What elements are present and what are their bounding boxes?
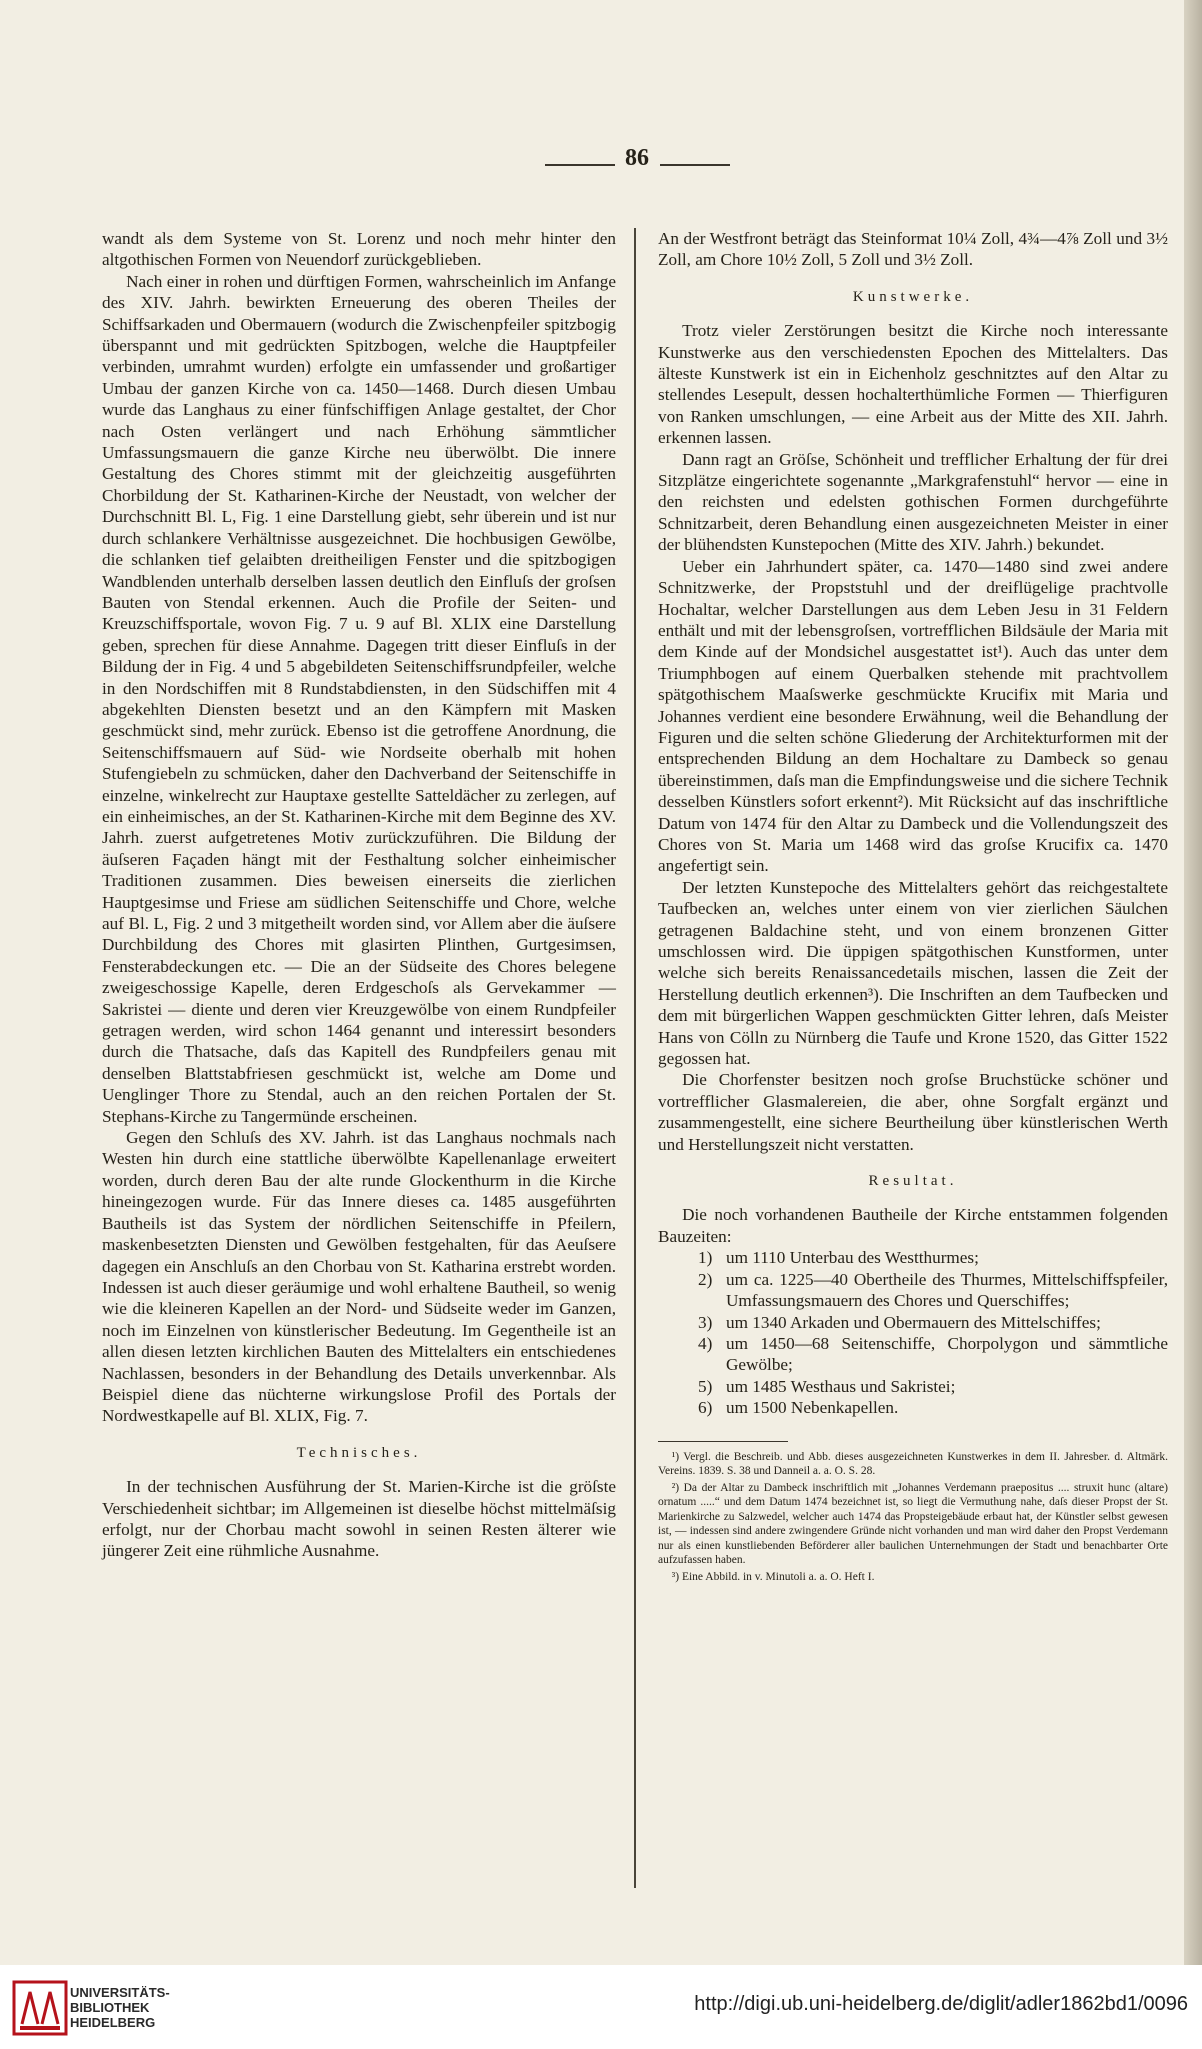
kunstwerke-heading: Kunstwerke. (852, 288, 974, 305)
header-rule-right (660, 164, 730, 166)
page-number: 86 (625, 145, 649, 171)
kunstwerke-paragraph-4: Der letzten Kunstepoche des Mittelalters gehört das reichgestaltete Taufbecken an, welches unter einem von vier zierlichen Säulchen getragenen Baldachine steht, und von einem bronzenen Gitter umschlossen wird. Die üppigen spätgothischen Kunstformen, unter welche sich bereits Renaissancedetails mischen, lassen die Zeit der Herstellung deutlich erkennen³). Die Inschriften an dem Taufbecken und dem mit bürgerlichen Wappen geschmückten Gitter lehren, daſs Meister Hans von Cölln zu Nürnberg die Taufe und Krone 1520, das Gitter 1522 gegossen hat. (658, 877, 1168, 1069)
right-column (658, 228, 1168, 1586)
list-item-number: 4) (698, 1333, 713, 1353)
list-item-text: um 1485 Westhaus und Sakristei; (726, 1376, 956, 1396)
technisches-heading: Technisches. (296, 1444, 422, 1461)
footnotes (658, 1450, 1168, 1585)
technisches-paragraph: In der technischen Ausführung der St. Marien-Kirche ist die gröſste Verschiedenheit sichtbar; im Allgemeinen ist dieselbe höchst mittelmäſsig erfolgt, nur der Chorbau macht sowohl in seinen Resten älterer wie jüngerer Zeit eine rühmliche Ausnahme. (102, 1477, 616, 1561)
right-intro-paragraph: An der Westfront beträgt das Steinformat 10¼ Zoll, 4¾—4⅞ Zoll und 3½ Zoll, am Chore 10½ Zoll, 5 Zoll und 3½ Zoll. (658, 229, 1168, 270)
left-paragraph-1: wandt als dem Systeme von St. Lorenz und noch mehr hinter den altgothischen Formen von Neuendorf zurückgeblieben. (102, 229, 616, 270)
university-seal-icon (12, 1980, 68, 2036)
column-divider (634, 228, 636, 1888)
library-name-line-2: BIBLIOTHEK (70, 2000, 150, 2015)
list-item-text: um 1500 Nebenkapellen. (726, 1398, 899, 1418)
list-item-number: 6) (698, 1398, 713, 1418)
list-item (698, 1376, 1168, 1397)
permalink-url[interactable]: http://digi.ub.uni-heidelberg.de/diglit/adler1862bd1/0096 (694, 1993, 1188, 2015)
footnote-3: ³) Eine Abbild. in v. Minutoli a. a. O. Heft I. (671, 1570, 875, 1583)
library-footer (0, 1965, 1202, 2049)
kunstwerke-paragraph-2: Dann ragt an Gröſse, Schönheit und trefflicher Erhaltung der für drei Sitzplätze eingerichtete sogenannte „Markgrafenstuhl“ hervor — eine in den reichsten und edelsten gothischen Formen durchgeführte Schnitzarbeit, deren Behandlung einen ausgezeichneten Meister in einer der blühendsten Kunstepochen (Mitte des XIV. Jahrh.) bekundet. (658, 449, 1168, 555)
library-name-line-1: UNIVERSITÄTS- (70, 1985, 170, 2000)
page-header (0, 145, 1202, 185)
list-item-number: 3) (698, 1312, 713, 1332)
resultat-heading: Resultat. (868, 1173, 958, 1190)
header-rule-left (545, 164, 615, 166)
footnote-rule (658, 1441, 788, 1442)
list-item-text: um ca. 1225—40 Obertheile des Thurmes, Mittelschiffspfeiler, Umfassungsmauern des Chores und Querschiffes; (726, 1269, 1168, 1311)
list-item (698, 1333, 1168, 1376)
resultat-list (658, 1247, 1168, 1418)
list-item (698, 1312, 1168, 1333)
list-item (698, 1397, 1168, 1418)
resultat-intro: Die noch vorhandenen Bautheile der Kirche entstammen folgenden Bauzeiten: (658, 1205, 1168, 1246)
list-item-number: 1) (698, 1248, 713, 1268)
kunstwerke-paragraph-1: Trotz vieler Zerstörungen besitzt die Kirche noch interessante Kunstwerke aus den verschiedensten Epochen des Mittelalters. Das älteste Kunstwerk ist ein in Eichenholz geschnitztes auf den Altar zu stellendes Lesepult, dessen hochalterthümliche Formen — Thierfiguren von Ranken umschlungen, — eine Arbeit aus der Mitte des XII. Jahrh. erkennen lassen. (658, 321, 1168, 448)
footnote-2: ²) Da der Altar zu Dambeck inschriftlich mit „Johannes Verdemann praepositus .... struxit hunc (altare) ornatum .....“ und dem Datum 1474 bezeichnet ist, so liegt die Vermuthung nahe, daſs dieser Propst der St. Marienkirche zu Salzwedel, welcher auch 1474 das Propsteigebäude erbaut hat, der Künstler selbst gewesen ist, — indessen sind andere zwingendere Gründe nicht vorhanden und man wird daher den Propst Verdemann nur als einen kunstliebenden Beförderer aller baulichen Unternehmungen der Stadt und benachbarter Orte aufzufassen haben. (658, 1481, 1168, 1567)
left-column (102, 228, 616, 1562)
list-item (698, 1247, 1168, 1268)
kunstwerke-paragraph-3: Ueber ein Jahrhundert später, ca. 1470—1480 sind zwei andere Schnitzwerke, der Propststuhl und der dreiflügelige prachtvolle Hochaltar, welcher Darstellungen aus dem Leben Jesu in 31 Feldern enthält und mit der lebensgroſsen, vortrefflichen Bildsäule der Maria mit dem Kinde auf der Mondsichel ausgestattet ist¹). Auch das unter dem Triumphbogen auf einem Querbalken stehende mit prachtvollem spätgothischem Maaſswerke geschmückte Krucifix mit Maria und Johannes verdient eine besondere Erwähnung, weil die Behandlung der Figuren und die selten schöne Gliederung der Architekturformen mit der entsprechenden Bildung an dem Hochaltare zu Dambeck so genau übereinstimmen, daſs man die Empfindungsweise und die sichere Technik desselben Künstlers sofort erkennt²). Mit Rücksicht auf das inschriftliche Datum von 1474 für den Altar zu Dambeck und die Vollendungszeit des Chores von St. Maria um 1468 wird das groſse Krucifix ca. 1470 angefertigt sein. (658, 556, 1168, 876)
list-item-number: 5) (698, 1376, 713, 1396)
left-paragraph-2: Nach einer in rohen und dürftigen Formen, wahrscheinlich im Anfange des XIV. Jahrh. bewirkten Erneuerung des oberen Theiles der Schiffsarkaden und Obermauern (wodurch die Zwischenpfeiler spitzbogig überspannt und mit gedrückten Spitzbogen, welche die Hauptpfeiler verbinden, umrahmt wurden) erfolgte ein umfassender und großartiger Umbau der ganzen Kirche von ca. 1450—1468. Durch diesen Umbau wurde das Langhaus zu einer fünfschiffigen Anlage gestaltet, der Chor nach Osten verlängert und nach Erhöhung sämmtlicher Umfassungsmauern die ganze Kirche neu überwölbt. Die innere Gestaltung des Chores stimmt mit der gleichzeitig ausgeführten Chorbildung der St. Katharinen-Kirche der Neustadt, von welcher der Durchschnitt Bl. L, Fig. 1 eine Darstellung giebt, sehr überein und ist nur durch schlankere Verhältnisse ausgezeichnet. Die hochbusigen Gewölbe, die schlanken tief gelaibten dreitheiligen Fenster und die spitzbogigen Wandblenden unterhalb derselben lassen deutlich den Einfluſs der groſsen Bauten von Stendal erkennen. Auch die Profile der Seiten- und Kreuzschiffsportale, wovon Fig. 7 u. 9 auf Bl. XLIX eine Darstellung geben, sprechen für diese Annahme. Dagegen tritt dieser Einfluſs in der Bildung der in Fig. 4 und 5 abgebildeten Seitenschiffsrundpfeiler, welche in den Nordschiffen mit 8 Rundstabdiensten, in den Südschiffen mit 4 abgekehlten Diensten besetzt und an den Kämpfern mit Masken geschmückt sind, mehr zurück. Ebenso ist die getroffene Anordnung, die Seitenschiffsmauern auf Süd- wie Nordseite oberhalb mit hohen Stufengiebeln zu schmücken, daher den Dachverband der Seitenschiffe in einzelne, winkelrecht zur Hauptaxe gestellte Satteldächer zu zerlegen, auf ein einheimisches, an der St. Katharinen-Kirche mit dem Beginne des XV. Jahrh. zuerst aufgetretenes Motiv zurückzuführen. Die Bildung der äuſseren Façaden hängt mit der Festhaltung solcher einheimischer Traditionen zusammen. Dies beweisen einerseits die zierlichen Hauptgesimse und Friese am südlichen Seitenschiffe und Chore, welche auf Bl. L, Fig. 2 und 3 mitgetheilt worden sind, vor Allem aber die äuſsere Durchbildung des Chores mit glasirten Plinthen, Gurtgesimsen, Fensterabdeckungen etc. — Die an der Südseite des Chores belegene zweigeschossige Kapelle, deren Erdgeschoſs als Gervekammer — Sakristei — diente und deren vier Kreuzgewölbe von einem Rundpfeiler getragen werden, wird schon 1464 genannt und interessirt besonders durch die Thatsache, daſs das Kapitell des Rundpfeilers genau mit denselben Blattstabfriesen geschmückt ist, welche am Dome und Uenglinger Thore zu Stendal, auch an den reichen Portalen der St. Stephans-Kirche zu Tangermünde erscheinen. (102, 271, 616, 1126)
library-name (70, 1985, 170, 2030)
library-name-line-3: HEIDELBERG (70, 2015, 156, 2030)
page-edge-shadow (1184, 0, 1202, 1965)
left-paragraph-3: Gegen den Schluſs des XV. Jahrh. ist das Langhaus nochmals nach Westen hin durch eine stattliche überwölbte Kapellenanlage erweitert worden, durch deren Bau der alte runde Glockenthurm in die Kirche hineingezogen wurde. Für das Innere dieses ca. 1485 ausgeführten Bautheils ist das System der nördlichen Seitenschiffe in Pfeilern, maskenbesetzten Diensten und Gewölben festgehalten, für das Aeuſsere dagegen ein Anschluſs an den Chorbau von St. Katharina erstrebt worden. Indessen ist auch dieser geräumige und wohl erhaltene Bautheil, so wenig wie die kleineren Kapellen an der Nord- und Südseite weder im Ganzen, noch im Einzelnen von künstlerischer Bedeutung. Im Gegentheile ist an allen diesen letzten kirchlichen Bauten des Mittelalters ein entschiedenes Nachlassen, besonders in der Behandlung des Details unverkennbar. Als Beispiel diene das nüchterne wirkungslose Profil des Portals der Nordwestkapelle auf Bl. XLIX, Fig. 7. (102, 1128, 616, 1426)
list-item (698, 1269, 1168, 1312)
list-item-text: um 1340 Arkaden und Obermauern des Mittelschiffes; (726, 1312, 1101, 1332)
list-item-text: um 1110 Unterbau des Westthurmes; (726, 1248, 979, 1268)
kunstwerke-paragraph-5: Die Chorfenster besitzen noch groſse Bruchstücke schöner und vortrefflicher Glasmalereien, die aber, ohne Sorgfalt ergänzt und zusammengestellt, eine sichere Beurtheilung über künstlerischen Werth und Herstellungszeit nicht verstatten. (658, 1070, 1168, 1154)
list-item-number: 2) (698, 1269, 713, 1289)
footnote-1: ¹) Vergl. die Beschreib. und Abb. dieses ausgezeichneten Kunstwerkes in dem II. Jahresber. d. Altmärk. Vereins. 1839. S. 38 und Danneil a. a. O. S. 28. (658, 1450, 1168, 1478)
list-item-text: um 1450—68 Seitenschiffe, Chorpolygon und sämmtliche Gewölbe; (726, 1333, 1168, 1375)
